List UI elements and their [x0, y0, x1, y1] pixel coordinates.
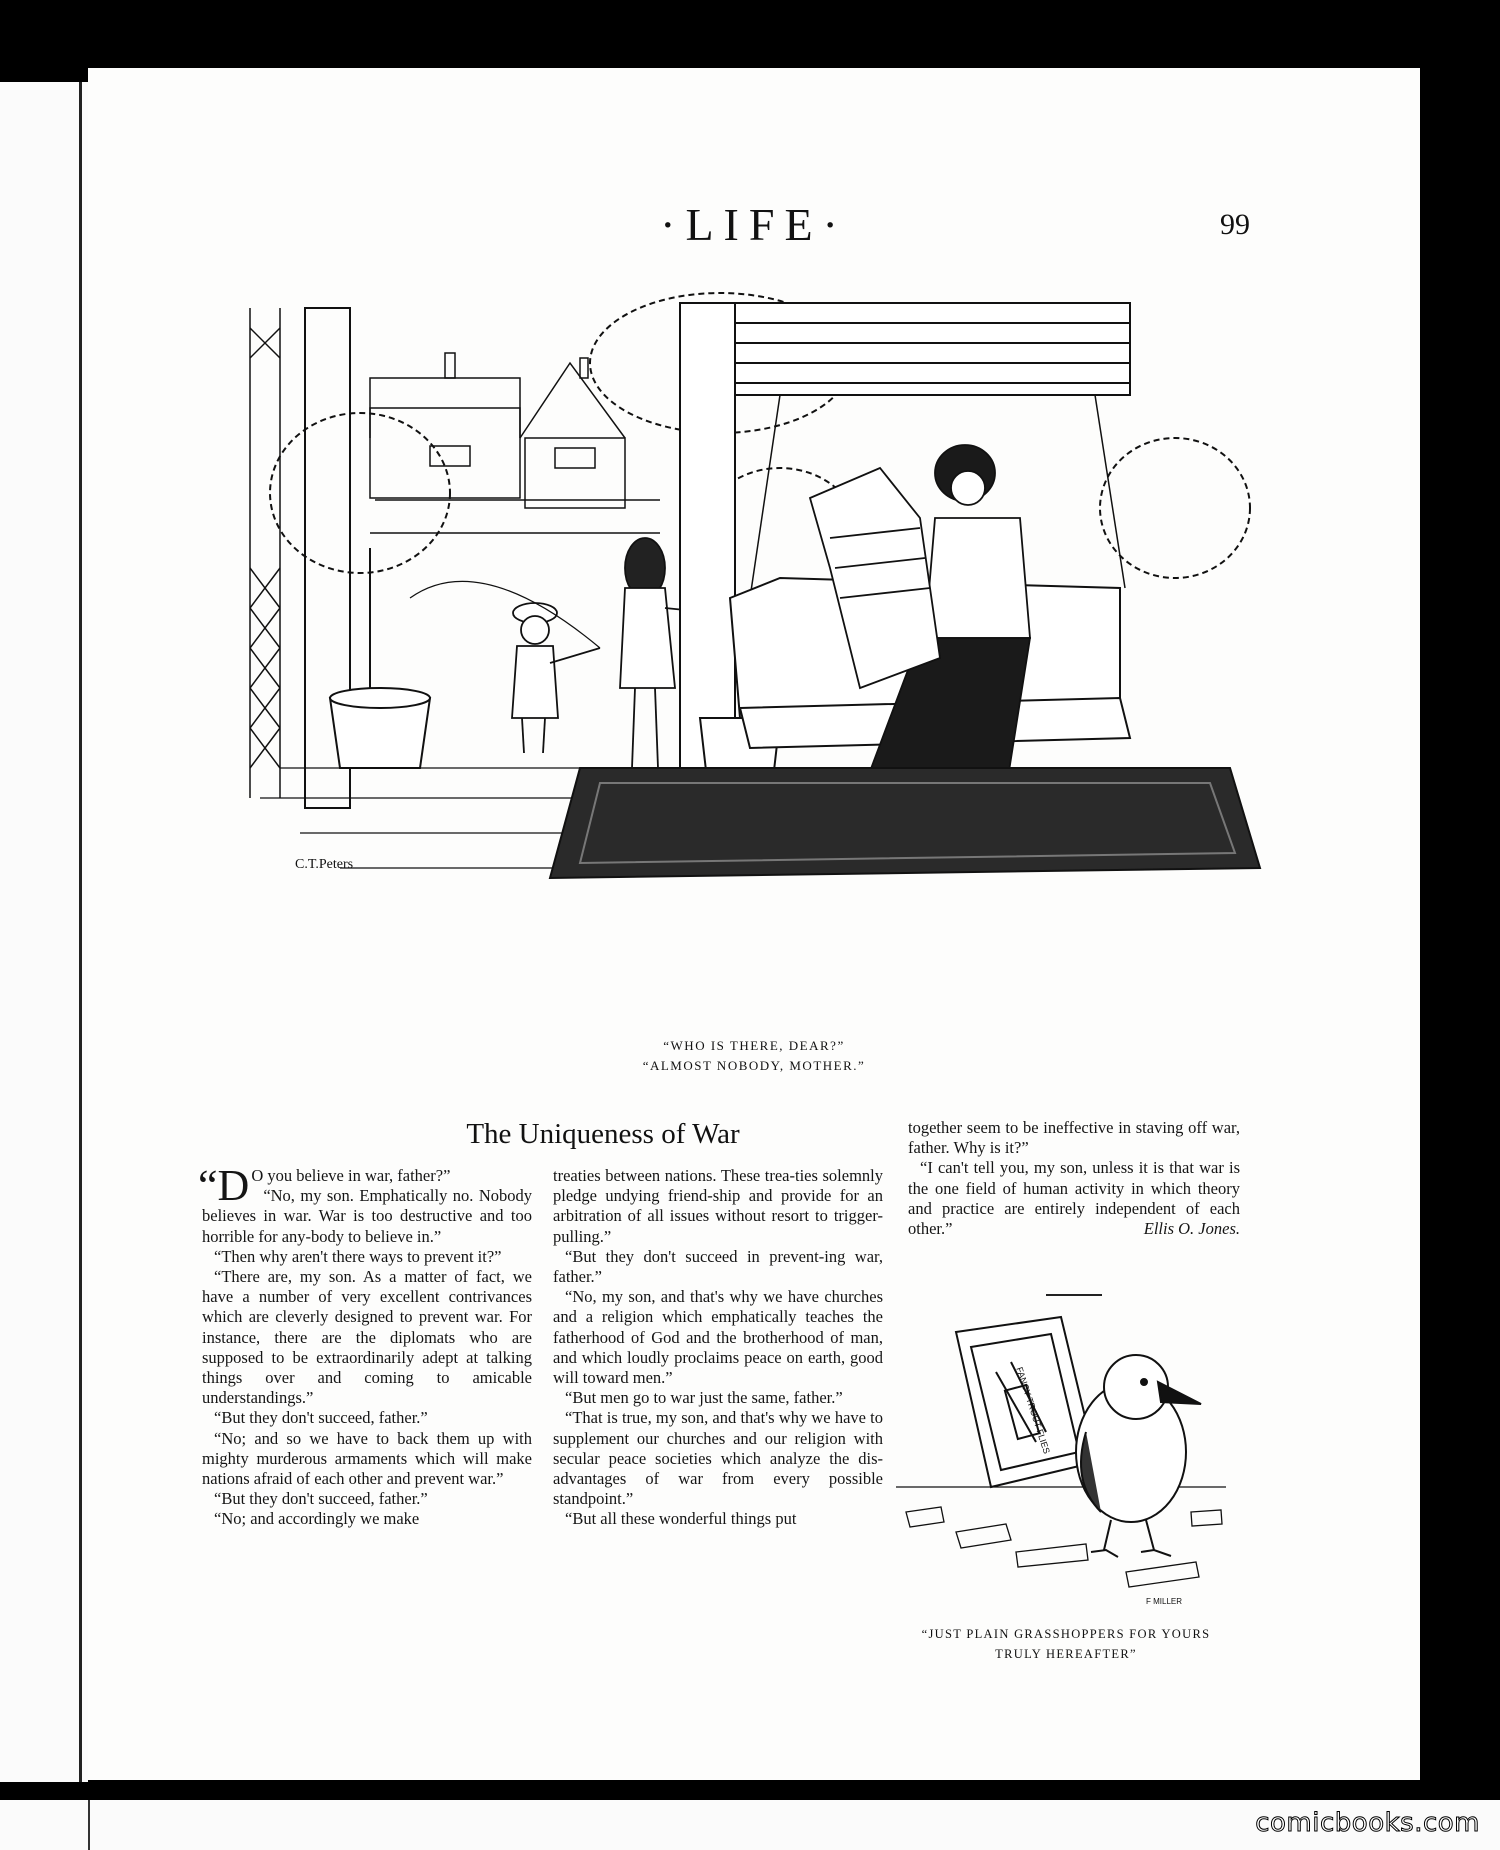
porch-illustration [220, 268, 1298, 1004]
masthead: ·LIFE· [660, 199, 848, 250]
crow [1076, 1355, 1201, 1557]
paragraph: “No, my son. Emphatically no. Nobody believes in war. War is too destructive and too horrible for any-body to believe in.” [202, 1186, 532, 1246]
page-number: 99 [1220, 208, 1250, 241]
gutter [88, 1800, 90, 1850]
boy-with-fishing-pole [410, 581, 600, 753]
paragraph: “I can't tell you, my son, unless it is that war is the one field of human activity in which theory and practice are entirely independent of each other.” Ellis O. Jones. [908, 1158, 1240, 1239]
paragraph: “But they don't succeed, father.” [214, 1408, 428, 1428]
paragraph: “But they don't succeed, father.” [214, 1489, 428, 1509]
paragraph: “That is true, my son, and that's why we have to supplement our churches and our religion with secular peace societies which analyze the dis-advantages of war from every possible standpoint.” [553, 1408, 883, 1509]
crow-illustration [896, 1312, 1226, 1612]
article-title: The Uniqueness of War [466, 1118, 740, 1150]
caption-line-1: “JUST PLAIN GRASSHOPPERS FOR YOURS [921, 1627, 1211, 1641]
paragraph: “No, my son, and that's why we have churches and a religion which emphatically teaches the fatherhood of God and the brotherhood of man, and which loudly proclaims peace on earth, good will toward men.” [553, 1287, 883, 1388]
caption-line-2: TRULY HEREAFTER” [995, 1647, 1137, 1661]
paragraph: together seem to be ineffective in staving off war, father. Why is it?” [908, 1118, 1240, 1158]
paragraph: “No; and accordingly we make [214, 1509, 420, 1529]
lattice [250, 308, 280, 798]
artist-signature: F MILLER [1146, 1597, 1183, 1606]
porch-column-center [680, 303, 735, 783]
article-column-2 [553, 1166, 883, 1530]
rolled-bamboo-blind [735, 303, 1130, 395]
potted-tree-left [270, 413, 450, 573]
paragraph: “But they don't succeed in prevent-ing war, father.” [553, 1246, 883, 1287]
paragraph: “But all these wonderful things put [565, 1509, 797, 1529]
left-page-edge [0, 82, 88, 1782]
paragraph: “D O you believe in war, father?” [198, 1161, 451, 1210]
watermark: comicbooks.com [1255, 1808, 1480, 1838]
paragraph: treaties between nations. These trea-ties solemnly pledge undying friend-ship and provide for an arbitration of all issues without resort to trigger-pulling.” [553, 1166, 883, 1246]
background-houses [370, 353, 660, 533]
main-caption [88, 1036, 1420, 1076]
magazine-page [88, 68, 1420, 1780]
drop-cap: “D [198, 1161, 250, 1210]
author-byline: Ellis O. Jones. [1143, 1219, 1240, 1239]
article-column-1 [198, 1161, 532, 1530]
paragraph: “Then why aren't there ways to prevent it?” [214, 1246, 502, 1266]
section-divider [1046, 1294, 1102, 1296]
caption-line-2: “ALMOST NOBODY, MOTHER.” [642, 1058, 866, 1073]
paragraph: “No; and so we have to back them up with mighty murderous armaments which will make nations afraid of each other and prevent war.” [202, 1428, 532, 1489]
potted-tree-right [1100, 438, 1250, 578]
paragraph: “There are, my son. As a matter of fact, we have a number of very excellent contrivances which are cleverly designed to prevent war. For instance, there are the diplomats who are supposed to be extraordinarily adept at talking things over and coming to amicable understandings.” [202, 1267, 532, 1408]
scattered-papers [906, 1507, 1222, 1587]
paragraph: “But men go to war just the same, father.” [565, 1388, 843, 1408]
box-label: FANCY TROUT FLIES [1014, 1365, 1052, 1455]
crow-caption [896, 1624, 1236, 1664]
article-column-3 [908, 1118, 1240, 1239]
spine [79, 82, 82, 1782]
rug [550, 768, 1260, 878]
caption-line-1: “WHO IS THERE, DEAR?” [663, 1038, 845, 1053]
artist-signature: C.T.Peters [295, 857, 354, 872]
